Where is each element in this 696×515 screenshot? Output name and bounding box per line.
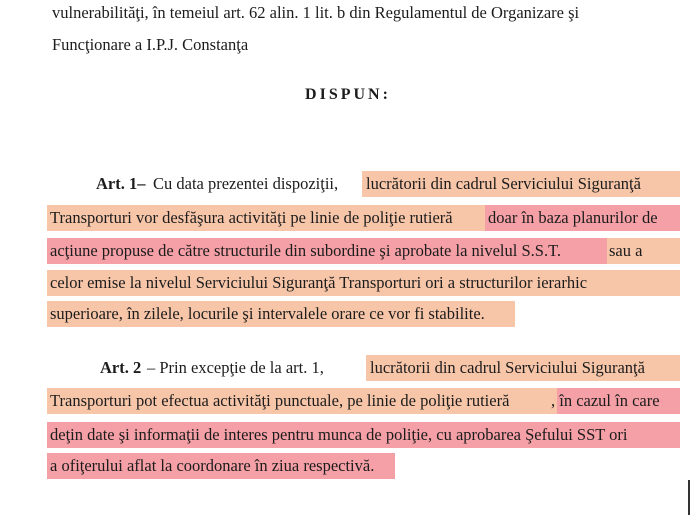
art1-intro-text: Cu data prezentei dispoziţii, bbox=[153, 174, 339, 193]
art2-label: Art. 2 bbox=[100, 358, 142, 377]
art1-highlight-text-1: lucrătorii din cadrul Serviciului Siguranţă bbox=[366, 174, 641, 193]
art1-text-5: superioare, în zilele, locurile şi intervalele orare ce vor fi stabilite. bbox=[50, 304, 485, 323]
art2-text-2a: Transporturi pot efectua activităţi punctuale, pe linie de poliţie rutieră bbox=[50, 391, 510, 410]
art1-text-3b: sau a bbox=[609, 241, 643, 260]
art2-text-4: a ofiţerului aflat la coordonare în ziua respectivă. bbox=[50, 456, 375, 475]
art2-line-1 bbox=[0, 351, 696, 385]
art1-line-1 bbox=[0, 167, 696, 201]
intro-text-1: vulnerabilităţi, în temeiul art. 62 alin. 1 lit. b din Regulamentul de Organizare şi bbox=[52, 3, 580, 22]
art1-line-5 bbox=[0, 297, 696, 331]
art1-line-3 bbox=[0, 234, 696, 268]
art2-text-3: deţin date şi informaţii de interes pentru munca de poliţie, cu aprobarea Şefului SST ori bbox=[50, 425, 628, 444]
art1-text-2a: Transporturi vor desfăşura activităţi pe linie de poliţie rutieră bbox=[50, 208, 453, 227]
art2-line-2 bbox=[0, 384, 696, 418]
scan-edge-mark bbox=[688, 480, 690, 515]
art1-label: Art. 1– bbox=[96, 174, 146, 193]
art2-text-2b: , în cazul în care bbox=[551, 391, 660, 410]
intro-line-1 bbox=[0, 0, 696, 30]
intro-line-2 bbox=[0, 28, 696, 62]
dispun-heading: DISPUN: bbox=[305, 86, 391, 103]
intro-text-2: Funcţionare a I.P.J. Constanţa bbox=[52, 35, 249, 54]
art2-line-4 bbox=[0, 449, 696, 483]
art2-intro-text: – Prin excepţie de la art. 1, bbox=[147, 358, 324, 377]
art1-line-4 bbox=[0, 266, 696, 300]
art2-highlight-text-1: lucrătorii din cadrul Serviciului Siguranţă bbox=[370, 358, 645, 377]
art1-text-3a: acţiune propuse de către structurile din subordine şi aprobate la nivelul S.S.T. bbox=[50, 241, 562, 260]
art1-line-2 bbox=[0, 201, 696, 235]
art1-text-2b: doar în baza planurilor de bbox=[488, 208, 658, 227]
art2-line-3 bbox=[0, 418, 696, 452]
art1-text-4: celor emise la nivelul Serviciului Siguranţă Transporturi ori a structurilor ierarhic bbox=[50, 273, 588, 292]
